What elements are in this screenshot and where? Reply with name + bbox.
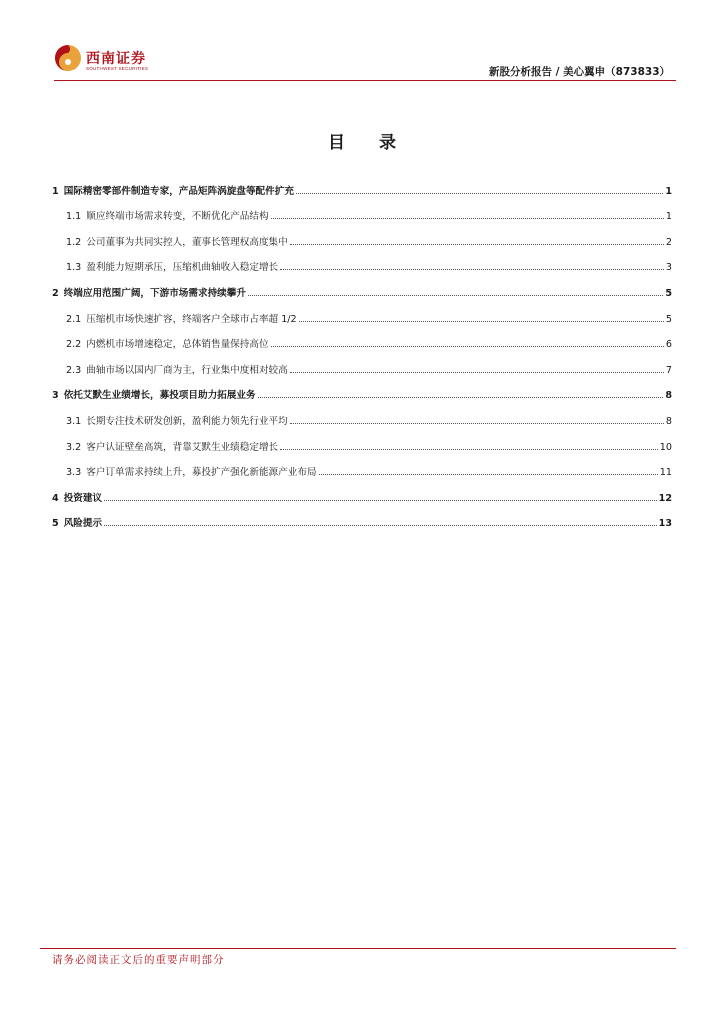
toc-leader-dots <box>271 218 664 219</box>
toc-entry-number: 2.1 <box>66 313 82 325</box>
toc-leader-dots <box>104 500 657 501</box>
toc-entry-title: 风险提示 <box>63 518 103 530</box>
toc-entry-page: 13 <box>658 518 672 530</box>
toc-entry-page: 6 <box>665 339 672 351</box>
toc-entry-page: 8 <box>665 415 672 427</box>
toc-entry[interactable] <box>52 197 672 223</box>
toc-entry-page: 8 <box>665 390 672 402</box>
toc-leader-dots <box>319 474 658 475</box>
toc-entry-title: 曲轴市场以国内厂商为主，行业集中度相对较高 <box>86 364 288 376</box>
report-header-title: 新股分析报告 / 美心翼申（873833） <box>489 66 670 78</box>
toc-entry[interactable] <box>52 504 672 530</box>
toc-leader-dots <box>290 244 664 245</box>
footer-notice: 请务必阅读正文后的重要声明部分 <box>52 954 225 966</box>
logo-chinese-name: 西南证券 <box>86 51 146 67</box>
toc-entry-page: 5 <box>665 287 672 299</box>
toc-entry[interactable] <box>52 248 672 274</box>
toc-entry[interactable] <box>52 478 672 504</box>
toc-entry-title: 内燃机市场增速稳定，总体销售量保持高位 <box>86 339 269 351</box>
toc-entry-title: 顺应终端市场需求转变，不断优化产品结构 <box>86 211 269 223</box>
toc-leader-dots <box>290 372 664 373</box>
toc-heading: 目 录 <box>328 133 410 153</box>
toc-leader-dots <box>290 423 664 424</box>
toc-leader-dots <box>104 525 657 526</box>
toc-entry-number: 2 <box>52 287 59 299</box>
toc-entry-title: 依托艾默生业绩增长，募投项目助力拓展业务 <box>63 390 256 402</box>
toc-entry-page: 3 <box>665 262 672 274</box>
toc-entry-number: 4 <box>52 492 59 504</box>
toc-leader-dots <box>299 321 664 322</box>
toc-entry-title: 客户订单需求持续上升，募投扩产强化新能源产业布局 <box>86 467 317 479</box>
toc-entry-number: 1.2 <box>66 236 82 248</box>
toc-leader-dots <box>271 346 664 347</box>
toc-entry-page: 1 <box>665 185 672 197</box>
toc-entry-number: 2.2 <box>66 339 82 351</box>
toc-entry-number: 5 <box>52 518 59 530</box>
toc-entry[interactable] <box>52 453 672 479</box>
toc-entry-page: 10 <box>659 441 672 453</box>
toc-entry[interactable] <box>52 427 672 453</box>
toc-leader-dots <box>280 269 664 270</box>
toc-entry-title: 压缩机市场快速扩容，终端客户全球市占率超 1/2 <box>86 313 297 325</box>
toc-entry-number: 1 <box>52 185 59 197</box>
toc-leader-dots <box>296 193 663 194</box>
toc-entry[interactable] <box>52 273 672 299</box>
toc-entry-page: 7 <box>665 364 672 376</box>
toc-entry-page: 11 <box>659 467 672 479</box>
toc-entry-page: 5 <box>665 313 672 325</box>
toc-leader-dots <box>280 449 658 450</box>
toc-entry-title: 客户认证壁垒高筑，背靠艾默生业绩稳定增长 <box>86 441 279 453</box>
toc-entry-page: 1 <box>665 211 672 223</box>
toc-entry-number: 3 <box>52 390 59 402</box>
footer-divider <box>40 948 676 949</box>
toc-entry-number: 1.1 <box>66 211 82 223</box>
toc-entry[interactable] <box>52 222 672 248</box>
toc-entry-number: 3.2 <box>66 441 82 453</box>
logo-emblem-icon <box>54 44 82 72</box>
toc-entry-number: 3.3 <box>66 467 82 479</box>
toc-entry[interactable] <box>52 401 672 427</box>
toc-entry[interactable] <box>52 350 672 376</box>
toc-entry-title: 国际精密零部件制造专家，产品矩阵涡旋盘等配件扩充 <box>63 185 294 197</box>
toc-entry-number: 3.1 <box>66 415 82 427</box>
toc-entry-number: 1.3 <box>66 262 82 274</box>
toc-entry[interactable] <box>52 376 672 402</box>
toc-entry-title: 投资建议 <box>63 492 103 504</box>
toc-entry[interactable] <box>52 299 672 325</box>
toc-entry[interactable] <box>52 325 672 351</box>
toc-entry-title: 盈利能力短期承压，压缩机曲轴收入稳定增长 <box>86 262 279 274</box>
toc-leader-dots <box>258 397 664 398</box>
header-divider <box>54 80 676 81</box>
company-logo <box>54 44 150 76</box>
toc-entry-page: 2 <box>665 236 672 248</box>
toc-entry[interactable] <box>52 171 672 197</box>
toc-entry-title: 公司董事为共同实控人，董事长管理权高度集中 <box>86 236 288 248</box>
logo-english-name: SOUTHWEST SECURITIES <box>86 66 149 71</box>
toc-entry-page: 12 <box>658 492 672 504</box>
toc-entry-title: 终端应用范围广阔，下游市场需求持续攀升 <box>63 287 246 299</box>
toc-entry-number: 2.3 <box>66 364 82 376</box>
toc-leader-dots <box>248 295 663 296</box>
table-of-contents <box>52 171 672 529</box>
toc-entry-title: 长期专注技术研发创新，盈利能力领先行业平均 <box>86 415 288 427</box>
